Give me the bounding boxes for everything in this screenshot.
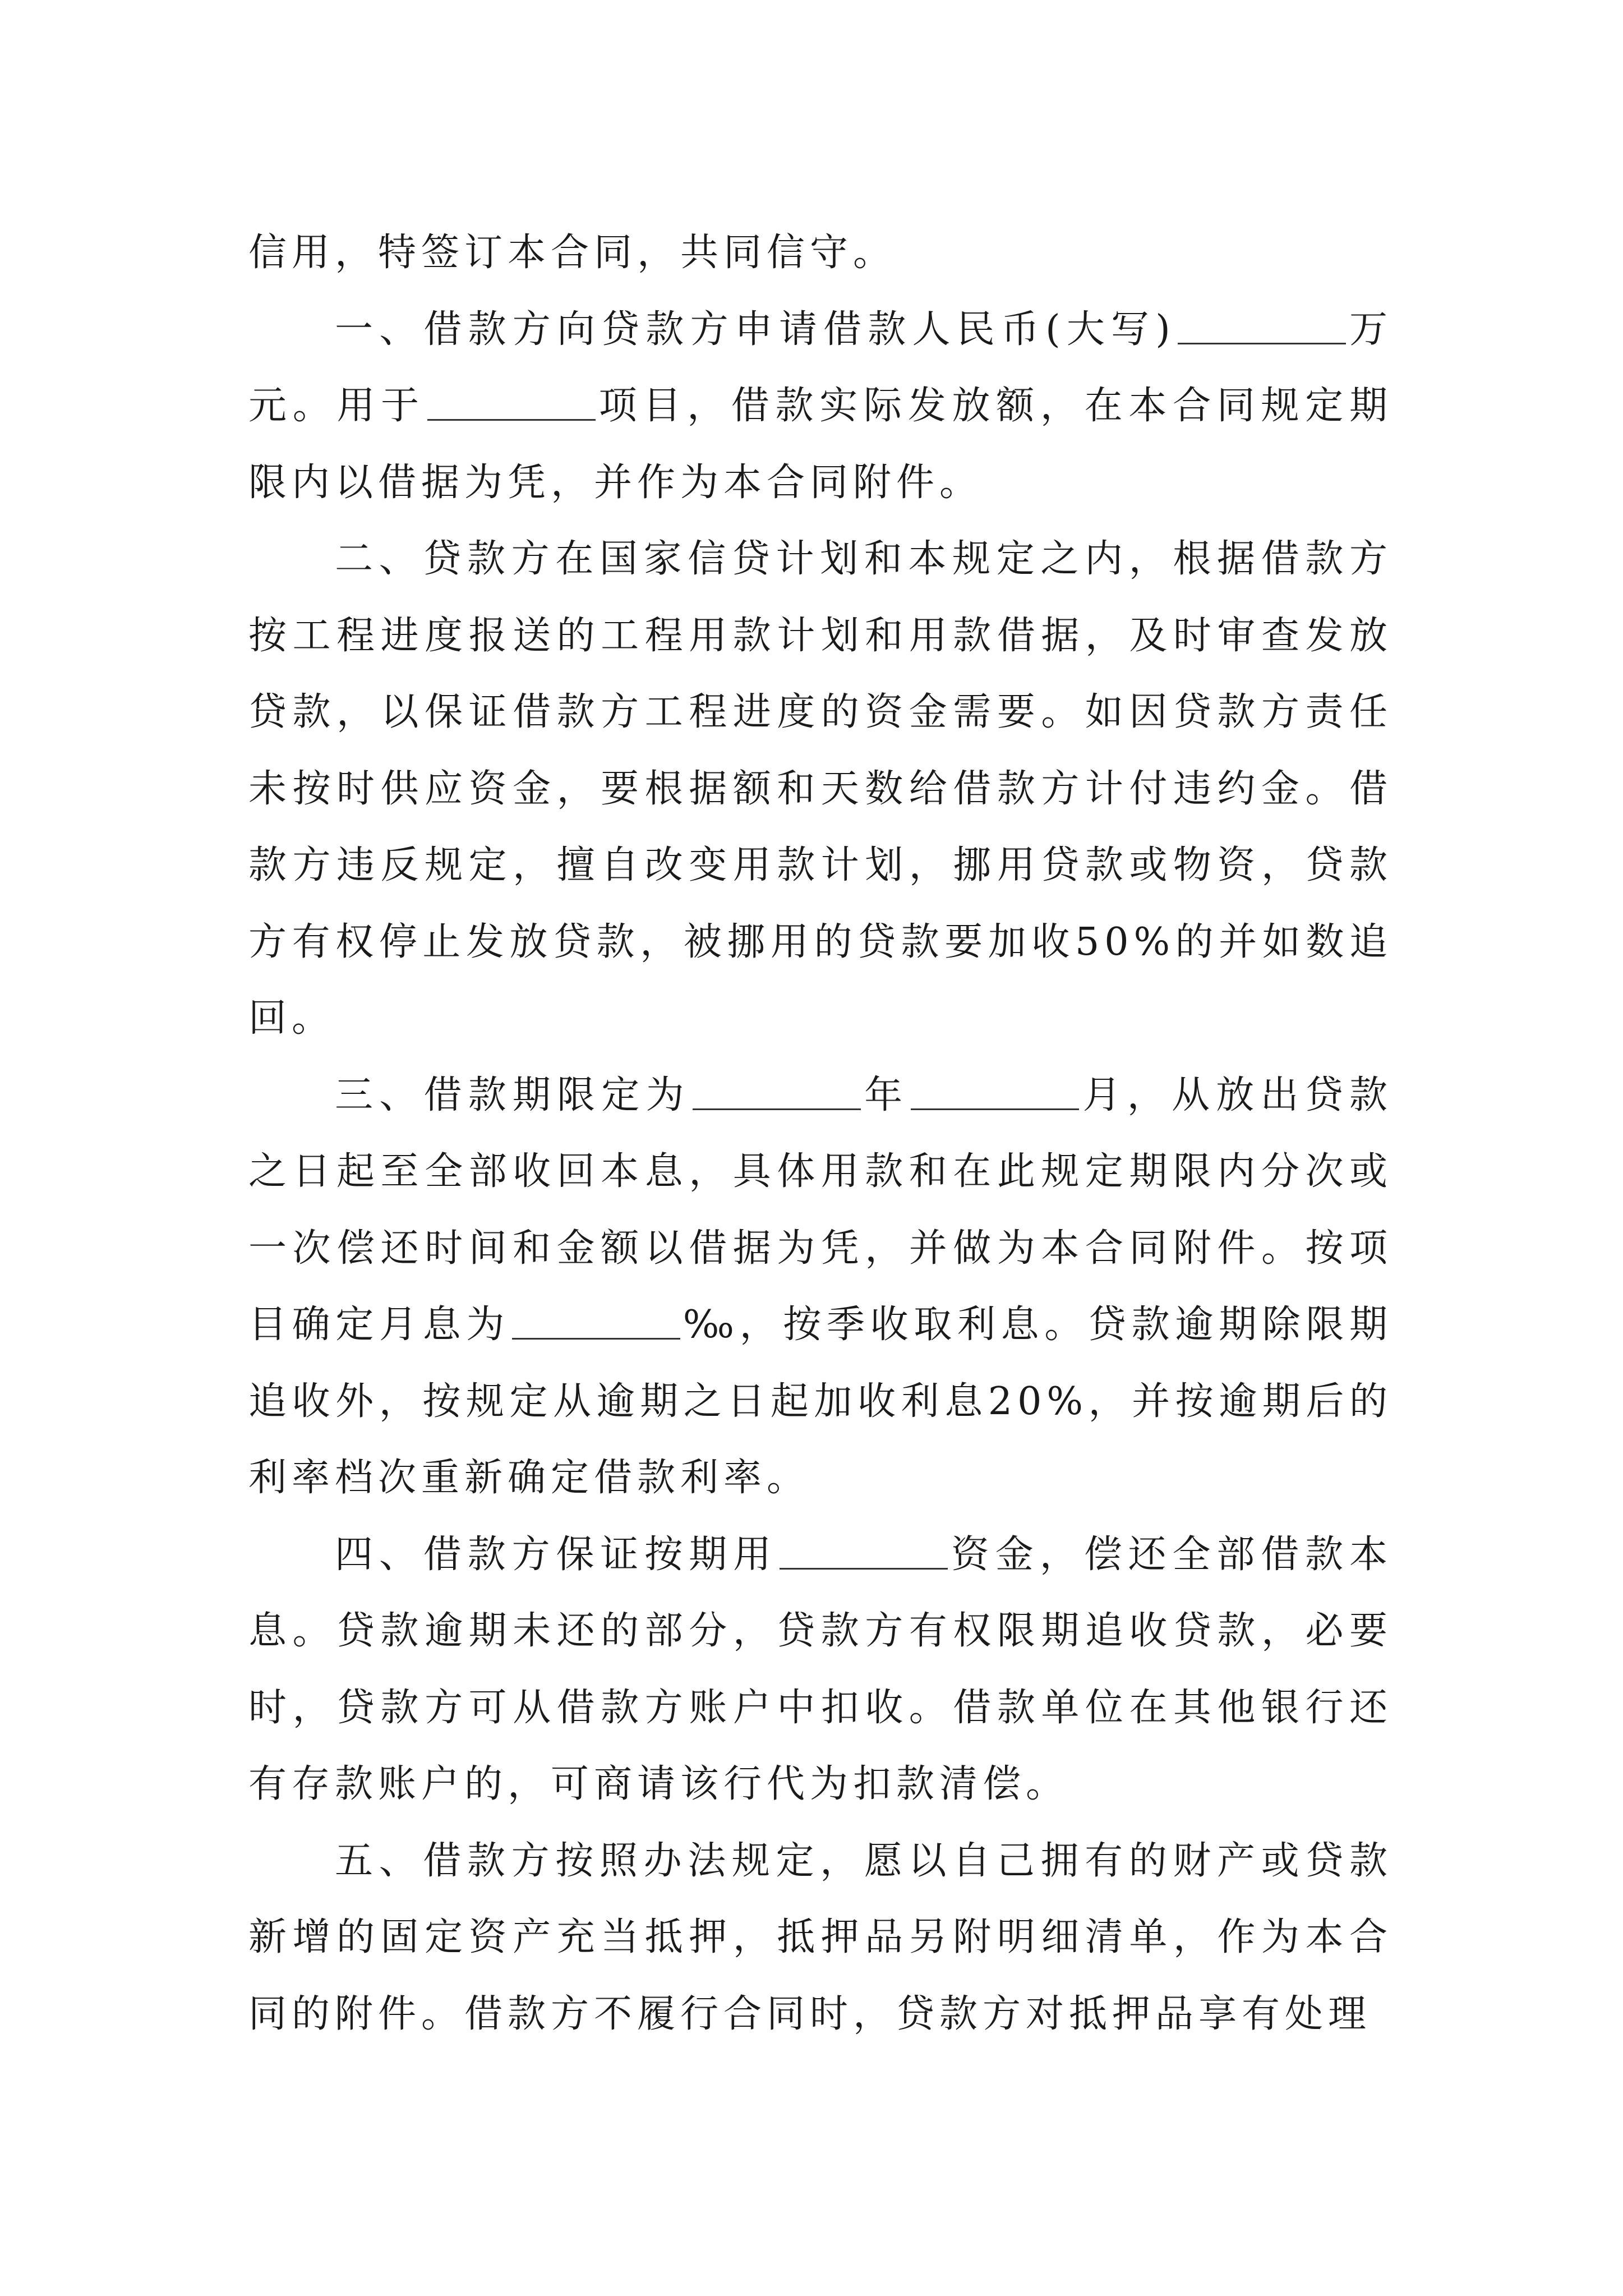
text-segment: 项目，借款实际发放额，在本合同规定期限内以借据为凭，并作为本合同附件。 xyxy=(248,384,1393,505)
fill-in-blank xyxy=(512,1300,680,1340)
contract-body-text xyxy=(248,215,1393,2053)
text-segment: 四、借款方保证按期用 xyxy=(335,1532,777,1577)
text-segment: 年 xyxy=(863,1073,909,1117)
fill-in-blank xyxy=(780,1530,948,1570)
text-segment: 万元。用于 xyxy=(248,307,1393,428)
paragraph-clause-2-disbursement xyxy=(248,521,1393,1057)
fill-in-blank xyxy=(427,381,596,421)
paragraph-clause-3-loan-term xyxy=(248,1057,1393,1517)
paragraph-clause-4-repayment xyxy=(248,1517,1393,1823)
paragraph-clause-1-loan-amount xyxy=(248,292,1393,522)
text-segment: 三、借款期限定为 xyxy=(335,1073,690,1117)
fill-in-blank xyxy=(1178,305,1346,344)
fill-in-blank xyxy=(911,1070,1079,1110)
text-segment: ‰，按季收取利息。贷款逾期除限期追收外，按规定从逾期之日起加收利息20%，并按逾期后的利率档次重新确定借款利率。 xyxy=(248,1303,1393,1500)
text-segment: 信用，特签订本合同，共同信守。 xyxy=(248,231,897,275)
paragraph-continuation xyxy=(248,215,1393,292)
fill-in-blank xyxy=(693,1070,861,1110)
paragraph-clause-5-collateral xyxy=(248,1823,1393,2053)
text-segment: 月，从放出贷款之日起至全部收回本息，具体用款和在此规定期限内分次或一次偿还时间和金额以借据为凭，并做为本合同附件。按项目确定月息为 xyxy=(248,1073,1393,1347)
text-segment: 一、借款方向贷款方申请借款人民币(大写) xyxy=(335,307,1175,352)
text-segment: 五、借款方按照办法规定，愿以自己拥有的财产或贷款新增的固定资产充当抵押，抵押品另附明细清单，作为本合同的附件。借款方不履行合同时，贷款方对抵押品享有处理 xyxy=(248,1838,1393,2036)
text-segment: 资金，偿还全部借款本息。贷款逾期未还的部分，贷款方有权限期追收贷款，必要时，贷款方可从借款方账户中扣收。借款单位在其他银行还有存款账户的，可商请该行代为扣款清偿。 xyxy=(248,1532,1393,1806)
text-segment: 二、贷款方在国家信贷计划和本规定之内，根据借款方按工程进度报送的工程用款计划和用款借据，及时审查发放贷款，以保证借款方工程进度的资金需要。如因贷款方责任未按时供应资金，要根据额和天数给借款方计付违约金。借款方违反规定，擅自改变用款计划，挪用贷款或物资，贷款方有权停止发放贷款，被挪用的贷款要加收50%的并如数追回。 xyxy=(248,537,1393,1041)
